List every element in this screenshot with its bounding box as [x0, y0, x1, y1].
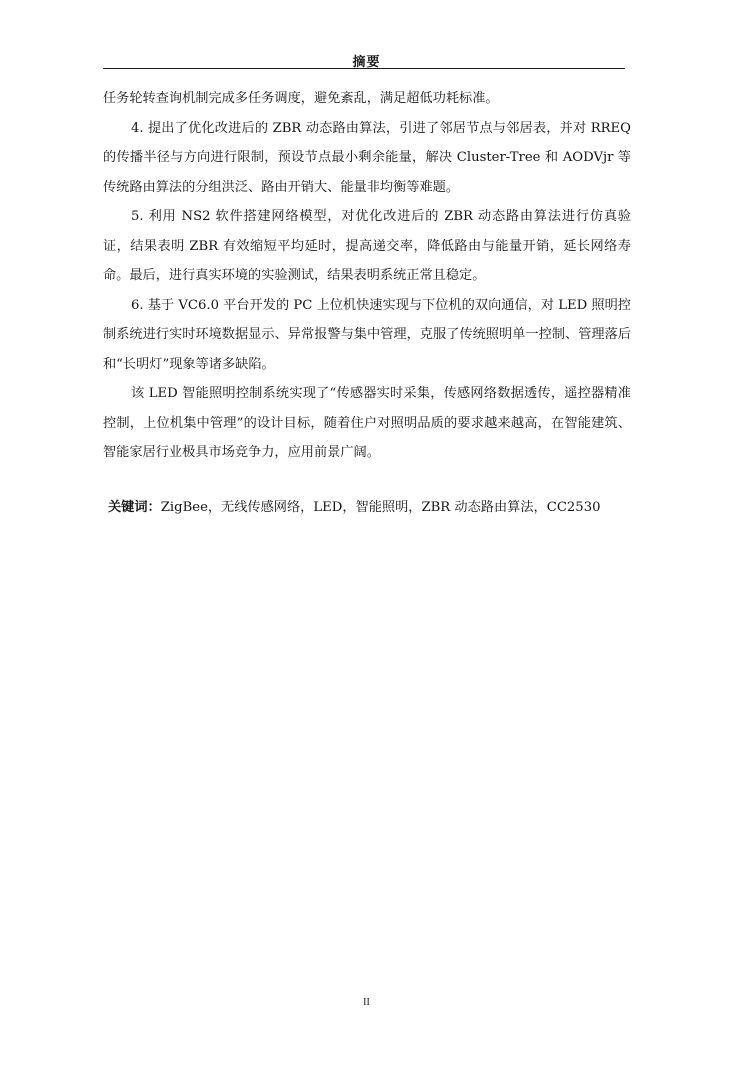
paragraph-item-5: 5. 利用 NS2 软件搭建网络模型，对优化改进后的 ZBR 动态路由算法进行仿真验证，结果表明 ZBR 有效缩短平均延时，提高递交率，降低路由与能量开销，延长网络寿命。最后，进行真实环境的实验测试，结果表明系统正常且稳定。	[103, 209, 631, 283]
paragraph-summary: 该 LED 智能照明控制系统实现了“传感器实时采集，传感网络数据透传，遥控器精准控制，上位机集中管理”的设计目标，随着住户对照明品质的要求越来越高，在智能建筑、智能家居行业极具市场竞争力，应用前景广阔。	[103, 386, 631, 460]
header-rule	[103, 68, 625, 69]
keywords-text: ZigBee，无线传感网络，LED，智能照明，ZBR 动态路由算法，CC2530	[160, 500, 601, 515]
page-number: II	[363, 997, 370, 1008]
paragraph-item-6: 6. 基于 VC6.0 平台开发的 PC 上位机快速实现与下位机的双向通信，对 LED 照明控制系统进行实时环境数据显示、异常报警与集中管理，克服了传统照明单一控制、管理落后和“长明灯”现象等诸多缺陷。	[103, 297, 631, 372]
paragraph-continuation: 任务轮转查询机制完成多任务调度，避免紊乱，满足超低功耗标准。	[103, 91, 499, 106]
paragraph-item-4: 4. 提出了优化改进后的 ZBR 动态路由算法，引进了邻居节点与邻居表，并对 RREQ 的传播半径与方向进行限制，预设节点最小剩余能量，解决 Cluster-Tree 和 AODVjr 等传统路由算法的分组洪泛、路由开销大、能量非均衡等难题。	[103, 120, 631, 195]
page-header-title: 摘要	[352, 55, 381, 70]
abstract-body	[103, 84, 631, 468]
keywords-label: 关键词：	[108, 500, 161, 515]
keywords-line	[108, 498, 636, 518]
